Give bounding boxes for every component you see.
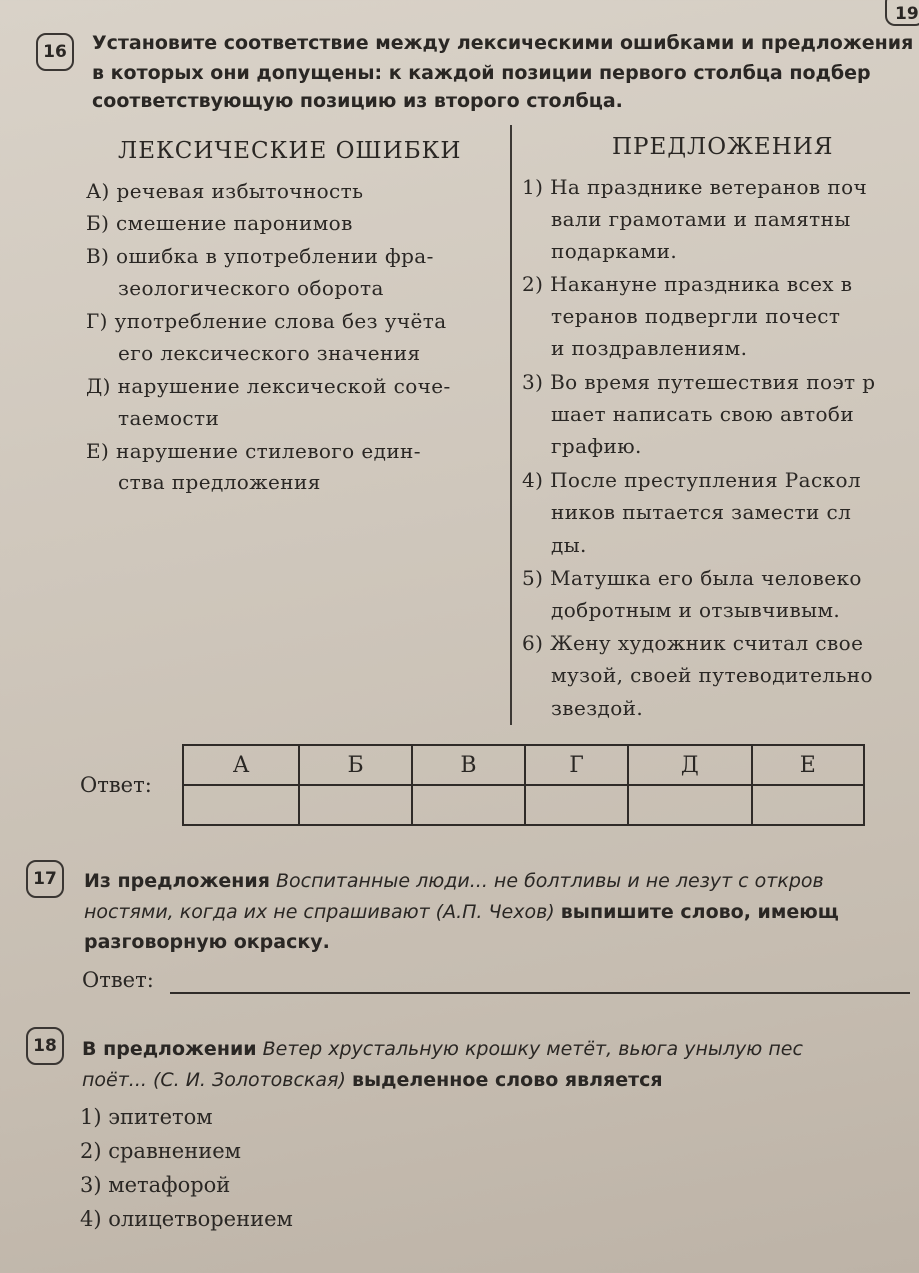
error-b: Б) смешение паронимов bbox=[86, 211, 353, 235]
question-18-number: 18 bbox=[26, 1027, 64, 1065]
sentence-5-cont: добротным и отзывчивым. bbox=[551, 598, 841, 622]
q18-text-line-1 bbox=[82, 1034, 803, 1064]
q16-answer-label: Ответ: bbox=[80, 773, 152, 797]
answer-header-b: Б bbox=[299, 745, 412, 785]
answer-header-a: А bbox=[183, 745, 299, 785]
q18-quote: Ветер хрустальную крошку метёт, вьюга унылую пес bbox=[262, 1038, 803, 1060]
q18-lead: В предложении bbox=[82, 1038, 257, 1060]
q17-text-line-1 bbox=[84, 866, 824, 896]
error-d: Д) нарушение лексической соче- bbox=[86, 374, 451, 398]
q18-option-3[interactable]: 3) метафорой bbox=[80, 1173, 231, 1197]
q17-answer-line[interactable] bbox=[170, 992, 910, 994]
q18-text-line-2 bbox=[82, 1065, 663, 1095]
q18-option-4[interactable]: 4) олицетворением bbox=[80, 1207, 293, 1231]
answer-cell-d[interactable] bbox=[628, 785, 752, 825]
sentence-1-cont: вали грамотами и памятны bbox=[551, 207, 851, 231]
q17-quote: Воспитанные люди... не болтливы и не лезут с откров bbox=[275, 870, 824, 892]
column-divider bbox=[510, 125, 512, 725]
answer-header-g: Г bbox=[525, 745, 628, 785]
sentence-3-cont: шает написать свою автоби bbox=[551, 402, 855, 426]
sentence-3-cont: графию. bbox=[551, 434, 642, 458]
sentence-1-cont: подарками. bbox=[551, 239, 678, 263]
answer-cell-v[interactable] bbox=[412, 785, 525, 825]
error-g-cont: его лексического значения bbox=[118, 341, 421, 365]
right-column-header: ПРЕДЛОЖЕНИЯ bbox=[612, 134, 834, 160]
q18-task: выделенное слово является bbox=[351, 1069, 663, 1091]
answer-cell-b[interactable] bbox=[299, 785, 412, 825]
left-column-header: ЛЕКСИЧЕСКИЕ ОШИБКИ bbox=[118, 138, 462, 164]
answer-cell-e[interactable] bbox=[752, 785, 864, 825]
q16-instruction-line-2: в которых они допущены: к каждой позиции первого столбца подбер bbox=[92, 62, 871, 84]
answer-cell-a[interactable] bbox=[183, 785, 299, 825]
q17-lead: Из предложения bbox=[84, 870, 270, 892]
q17-task-cont: разговорную окраску. bbox=[84, 931, 330, 953]
sentence-6-cont: звездой. bbox=[551, 696, 644, 720]
sentence-4-cont: ды. bbox=[551, 533, 587, 557]
q18-option-1[interactable]: 1) эпитетом bbox=[80, 1105, 213, 1129]
sentence-5: 5) Матушка его была человеко bbox=[522, 566, 862, 590]
sentence-6: 6) Жену художник считал свое bbox=[522, 631, 864, 655]
sentence-2-cont: и поздравлениям. bbox=[551, 336, 748, 360]
answer-cell-g[interactable] bbox=[525, 785, 628, 825]
answer-header-e: Е bbox=[752, 745, 864, 785]
q18-option-2[interactable]: 2) сравнением bbox=[80, 1139, 241, 1163]
q18-quote-cont: поёт... (С. И. Золотовская) bbox=[82, 1069, 346, 1091]
page-number: 19 bbox=[885, 0, 919, 26]
error-v-cont: зеологического оборота bbox=[118, 276, 384, 300]
q16-instruction-line-1: Установите соответствие между лексическими ошибками и предложения bbox=[92, 32, 914, 54]
q16-instruction-line-3: соответствующую позицию из второго столбца. bbox=[92, 90, 623, 112]
sentence-3: 3) Во время путешествия поэт р bbox=[522, 370, 876, 394]
error-e-cont: ства предложения bbox=[118, 470, 321, 494]
sentence-2-cont: теранов подвергли почест bbox=[551, 304, 841, 328]
question-17-number: 17 bbox=[26, 860, 64, 898]
error-d-cont: таемости bbox=[118, 406, 220, 430]
error-e: Е) нарушение стилевого един- bbox=[86, 439, 421, 463]
q17-quote-cont: ностями, когда их не спрашивают (А.П. Чехов) bbox=[84, 901, 555, 923]
sentence-6-cont: музой, своей путеводительно bbox=[551, 663, 873, 687]
q17-answer-label: Ответ: bbox=[82, 968, 154, 992]
answer-header-d: Д bbox=[628, 745, 752, 785]
error-g: Г) употребление слова без учёта bbox=[86, 309, 447, 333]
error-a: А) речевая избыточность bbox=[86, 179, 364, 203]
q17-task: выпишите слово, имеющ bbox=[560, 901, 839, 923]
q16-answer-table bbox=[182, 744, 865, 826]
answer-header-v: В bbox=[412, 745, 525, 785]
sentence-1: 1) На празднике ветеранов поч bbox=[522, 175, 868, 199]
error-v: В) ошибка в употреблении фра- bbox=[86, 244, 434, 268]
q17-text-line-3 bbox=[84, 927, 330, 957]
sentence-4: 4) После преступления Раскол bbox=[522, 468, 862, 492]
sentence-2: 2) Накануне праздника всех в bbox=[522, 272, 853, 296]
q17-text-line-2 bbox=[84, 897, 839, 927]
question-16-number: 16 bbox=[36, 33, 74, 71]
sentence-4-cont: ников пытается замести сл bbox=[551, 500, 852, 524]
